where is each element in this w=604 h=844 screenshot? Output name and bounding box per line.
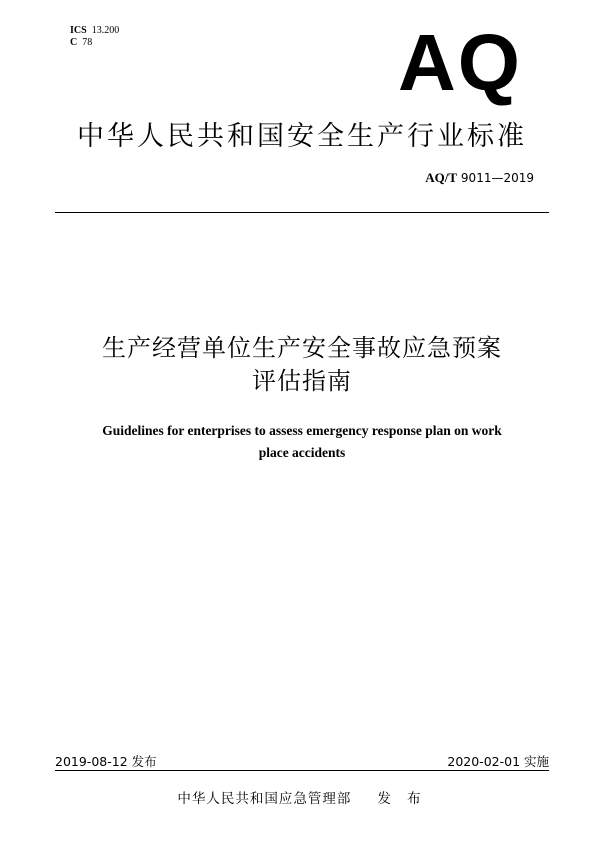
document-title-zh-line1: 生产经营单位生产安全事故应急预案 — [102, 334, 502, 362]
ccs-code: 78 — [82, 37, 93, 48]
standard-category-title: 中华人民共和国安全生产行业标准 — [77, 121, 527, 152]
ics-label: ICS — [70, 25, 87, 36]
standard-code: AQ/T — [425, 170, 458, 185]
document-title-en-line2: place accidents — [258, 445, 346, 460]
ics-classification — [70, 25, 119, 49]
ics-code: 13.200 — [91, 25, 120, 36]
ccs-label: C — [70, 37, 78, 48]
standard-logo: AQ — [398, 18, 522, 107]
ics-line — [70, 25, 119, 37]
issue-date: 2019-08-12 发布 — [55, 754, 157, 769]
top-divider — [55, 212, 549, 213]
document-title-en-line1: Guidelines for enterprises to assess emergency response plan on work — [102, 423, 502, 438]
document-title-en — [60, 420, 544, 464]
effective-date: 2020-02-01 实施 — [447, 754, 549, 769]
publisher-line — [0, 787, 604, 807]
standard-number-value: 9011—2019 — [460, 171, 534, 185]
bottom-divider — [55, 770, 549, 771]
standard-number — [425, 170, 534, 186]
publish-verb: 发 布 — [377, 791, 427, 807]
document-title-zh-line2: 评估指南 — [252, 367, 352, 395]
document-title-zh — [0, 332, 604, 398]
ccs-line — [70, 37, 119, 49]
publisher-name: 中华人民共和国应急管理部 — [177, 791, 352, 807]
